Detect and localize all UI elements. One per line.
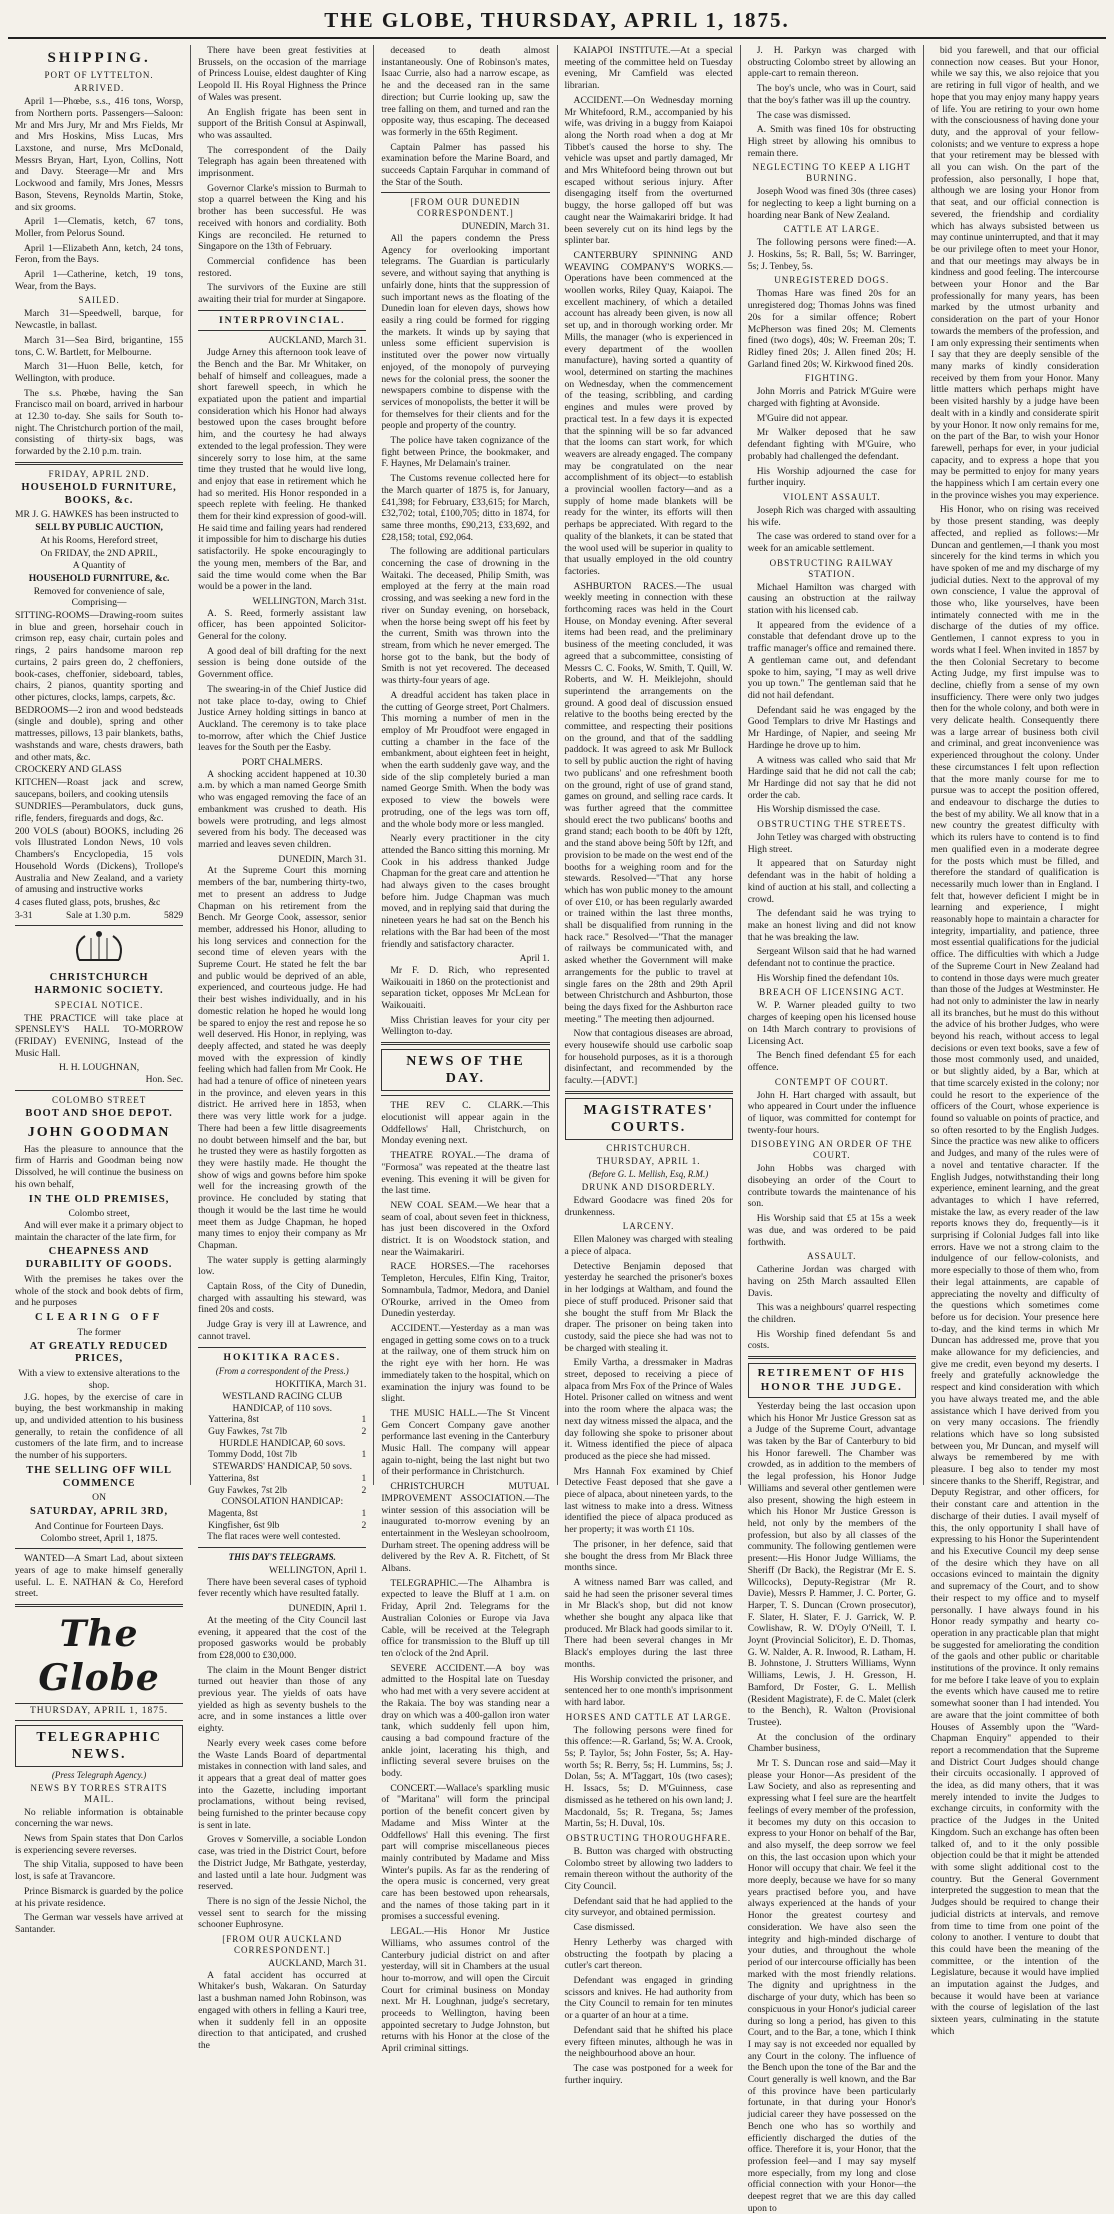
- case-paragraph: J. H. Parkyn was charged with obstructing Colombo street by allowing an apple-cart to remain thereon.: [747, 45, 916, 80]
- case-heading: VIOLENT ASSAULT.: [782, 491, 881, 502]
- case-paragraph: W. P. Warner pleaded guilty to two charges of keeping open his licensed house on 14th March contrary to provisions of Licensing Act.: [747, 1000, 916, 1047]
- race-horse: Tommy Dodd, 10st 7lb: [208, 1449, 298, 1461]
- sailed-label: SAILED.: [78, 295, 120, 306]
- case-paragraph: Mrs Hannah Fox examined by Chief Detective Feast deposed that she gave a piece of alpaca, about nineteen yards, to the last witness to make into a dress. Witness identified the piece of alpaca produced as her property; it was worth £1 10s.: [564, 1465, 733, 1536]
- news-item: [565, 250, 733, 578]
- case-paragraph: Henry Letherby was charged with obstructing the footpath by placing a cutler's cart thereon.: [564, 1936, 733, 1972]
- friday-label: FRIDAY, APRIL 2ND.: [48, 468, 150, 479]
- globe-banner: The Globe: [38, 1613, 160, 1700]
- depot-title: COLOMBO STREET: [51, 1094, 147, 1105]
- race-name: HURDLE HANDICAP, 60 sovs.: [219, 1437, 346, 1449]
- article-paragraph: The correspondent of the Daily Telegraph has again been threatened with imprisonment.: [198, 144, 367, 180]
- case-paragraph: Case dismissed.: [573, 1922, 635, 1934]
- article-paragraph: The swearing-in of the Chief Justice did not take place to-day, owing to Chief Justice Arney holding sittings in banco at Auckland. The ceremony is to take place to-morrow, after which the Chief Justice leaves for the South per the Easby.: [198, 683, 367, 754]
- hawkes-line: MR J. G. HAWKES has been instructed to: [15, 509, 179, 521]
- race-result: [198, 1485, 366, 1497]
- dunedin-source: [FROM OUR DUNEDIN CORRESPONDENT.]: [410, 197, 521, 219]
- article-paragraph: A good deal of bill drafting for the next session is being done outside of the Government office.: [198, 645, 367, 681]
- hawkes-line: SITTING-ROOMS—Drawing-room suites in blue and green, horsehair couch in crimson rep, easy chair, curtain poles and rings, 2 pairs handsome maroon rep curtains, 2 pairs green do, 2 cheffoniers, book-cases, cheffonier, sideboard, tables, chairs, 2 pianos, quantity sporting and other pictures, clocks, lamps, carpets, &c.: [15, 610, 184, 703]
- harmonic-sign: H. H. LOUGHNAN,: [58, 1062, 140, 1074]
- article-paragraph: The survivors of the Euxine are still awaiting their trial for murder at Singapore.: [198, 282, 367, 306]
- hawkes-line: A Quantity of: [72, 560, 126, 572]
- news-item: [381, 1100, 549, 1147]
- case-heading: OBSTRUCTING THE STREETS.: [757, 819, 907, 830]
- hokitika-title: HOKITIKA RACES.: [223, 1351, 341, 1363]
- dateline: April 1.: [519, 953, 550, 965]
- goodman-body2: And will ever make it a primary object to maintain the character of the late firm, for: [15, 1220, 184, 1243]
- hawkes-line: Removed for convenience of sale, Comprising—: [33, 585, 165, 609]
- hawkes-footer: [15, 910, 183, 922]
- case-paragraph: His Worship adjourned the case for further inquiry.: [747, 465, 916, 489]
- column-3: [374, 45, 557, 2055]
- article-paragraph: Captain Ross, of the City of Dunedin, charged with assaulting his steward, was fined 20s and costs.: [198, 1281, 367, 1316]
- depot-sub: BOOT AND SHOE DEPOT.: [25, 1107, 173, 1119]
- goodman-name: JOHN GOODMAN: [27, 1124, 171, 1140]
- goodman-body: Has the pleasure to announce that the firm of Harris and Goodman being now Dissolved, he will continue the business on his own behalf,: [15, 1143, 184, 1190]
- column-1: [8, 45, 191, 1935]
- case-heading: CATTLE AT LARGE.: [783, 224, 881, 235]
- news-lead: TELEGRAPHIC.: [390, 1577, 459, 1589]
- news-item: [381, 1783, 549, 1923]
- race-place: 1: [361, 1449, 367, 1461]
- article-paragraph: A fatal accident has occurred at Whitaker's bush, Wakaran. On Saturday last a bushman named John Robinson, was engaged with others in felling a Kauri tree, when it suddenly fell in an opposite direction to that anticipated, and crushed the: [198, 1969, 367, 2051]
- news-lead: CHRISTCHURCH MUTUAL IMPROVEMENT ASSOCIATION.: [381, 1481, 550, 1504]
- case-paragraph: Thomas Hare was fined 20s for an unregistered dog; Thomas Johns was fined 20s for a similar offence; Robert McPherson was fined 20s; M. Clements fined (two dogs), 40s; W. Freeman 20s; T. Ridley fined 20s; J. Allen fined 20s; H. Garland fined 20s; W. Kirkwood fined 20s.: [747, 288, 916, 370]
- interprovincial-title: INTERPROVINCIAL.: [218, 314, 346, 326]
- news-body: —The winter session of this association will be inaugurated to-morrow evening by an entertainment in the Wesleyan schoolroom, Durham street. The opening address will be delivered by the Rev A. R. Fitchett, of St Albans.: [381, 1492, 550, 1575]
- telegraphic-sub: NEWS BY TORRES STRAITS MAIL.: [30, 1782, 168, 1804]
- news-body: —A boy was admitted to the Hospital late on Tuesday who had met with a very severe accident at the Rakaia. The boy was standing near a dray on which was a 400-gallon iron water tank, which suddenly fell upon him, causing a bad compound fracture of the ankle joint, lacerating his thigh, and inflicting several severe bruises on the body.: [381, 1662, 550, 1780]
- news-body: Now that contagious diseases are abroad, every housewife should use carbolic soap for household purposes, as it is a thorough disinfectant, and recommended by the faculty.—[ADVT.]: [564, 1028, 733, 1087]
- arrived-entry: April 1—Phœbe, s.s., 416 tons, Worsp, from Northern ports. Passengers—Saloon: Mr and Mrs Jury, Mr and Mrs Fields, Mr and Mrs Hoskins, Miss Lucas, Mrs Laxstone, and nurse, Mrs McDonald, Messrs Bryan, Hart, Lyon, Collins, Nott and Davy. Steerage—Mr and Mrs Lockwood and family, Mrs Jones, Messrs Bason, Stevens, Reynolds Martin, Stoke, and six grooms.: [15, 96, 184, 213]
- race-place: 1: [361, 1507, 367, 1519]
- case-paragraph: His Worship said that £5 at 15s a week was due, and was ordered to be paid forthwith.: [747, 1213, 916, 1248]
- race-result: [198, 1414, 366, 1426]
- case-paragraph: It appeared from the evidence of a constable that defendant drove up to the traffic manager's office and remained there. A gentleman came out, and defendant spoke to him, saying, "I may as well drive you up town." The gentleman said that he did not hail defendant.: [747, 619, 916, 701]
- case-paragraph: This was a neighbours' quarrel respecting the children.: [747, 1302, 916, 1326]
- race-note: The flat races were well contested.: [207, 1531, 341, 1543]
- race-place: 2: [361, 1519, 367, 1531]
- news-lead: THEATRE ROYAL.: [390, 1150, 476, 1162]
- news-item: [381, 1578, 549, 1660]
- article-paragraph: Captain Palmer has passed his examination before the Marine Board, and succeeds Captain Farquhar in command of the Star of the South.: [381, 141, 550, 188]
- news-body: —We hear that a seam of coal, about seven feet in thickness, has just been discovered in the Oxford district. It is on Woodstock station, and near the Waimakariri.: [381, 1199, 550, 1258]
- case-paragraph: John H. Hart charged with assault, but who appeared in Court under the influence of liquor, was committed for contempt for twenty-four hours.: [747, 1089, 916, 1136]
- column-5: [741, 45, 924, 2214]
- column-6: [924, 45, 1106, 2037]
- goodman-body3: With the premises he takes over the whole of the stock and book debts of firm, and he purposes: [15, 1274, 184, 1309]
- case-heading: OBSTRUCTING THOROUGHFARE.: [566, 1833, 732, 1843]
- news-item: [381, 1323, 549, 1405]
- divider: [381, 1042, 549, 1045]
- sailed-entry: March 31—Sea Bird, brigantine, 155 tons, C. W. Bartlett, for Melbourne.: [15, 334, 184, 358]
- news-body: —Yesterday as a man was engaged in getting some cows on to a truck at the railway, one of them struck him on the right eye with her horn. He was immediately taken to the hospital, which on examination the injury was found to be slight.: [381, 1323, 550, 1405]
- case-heading: OBSTRUCTING RAILWAY STATION.: [769, 557, 894, 579]
- case-heading: FIGHTING.: [804, 373, 859, 384]
- race-result: [198, 1473, 366, 1485]
- article-paragraph: There have been great festivities at Brussels, on the occasion of the marriage of Princess Louise, eldest daughter of King Leopold II. His Royal Highness the Prince of Wales was present.: [198, 45, 367, 103]
- case-paragraph: The defendant said he was trying to make an honest living and did not know that he was breaking the law.: [747, 908, 916, 943]
- divider: [15, 1604, 183, 1607]
- news-lead: CANTERBURY SPINNING AND WEAVING COMPANY'S WORKS.: [564, 249, 733, 273]
- news-lead: LEGAL.: [390, 1926, 425, 1938]
- cheapness: CHEAPNESS AND DURABILITY OF GOODS.: [25, 1246, 173, 1271]
- arrived-entry: April 1—Catherine, ketch, 19 tons, Wear, from the Bays.: [15, 269, 184, 292]
- colombo: Colombo street,: [68, 1208, 130, 1220]
- news-lead: SEVERE ACCIDENT.: [390, 1662, 486, 1674]
- case-paragraph: His Worship dismissed the case.: [756, 804, 881, 816]
- news-item: [381, 1926, 549, 2055]
- divider: [565, 1091, 733, 1094]
- news-body: —The St Vincent Gem Concert Company gave another performance last evening in the Canterbury Music Hall. The company will appear again to-night, being the last night but two of their performance in Christchurch.: [381, 1407, 550, 1478]
- column-2: [191, 45, 374, 2051]
- former: The former: [77, 1326, 121, 1338]
- race-horse: Yatterina, 8st: [208, 1472, 259, 1484]
- telegraphic-item: The German war vessels have arrived at Santander.: [15, 1912, 184, 1935]
- magistrates-title: MAGISTRATES' COURTS.: [565, 1098, 733, 1140]
- article-paragraph: Judge Arney this afternoon took leave of the Bench and the Bar. Mr Whitaker, on behalf of himself and colleagues, made a short farewell speech, in which he expatiated upon the patient and impartial consideration which his Honor had always bestowed upon the cases brought before him, and the courtesy he had always extended to the legal profession. They were sincerely sorry to lose him, at the same time they trusted that he would live long, and enjoy that ease in retirement which he had so merited. His Honor responded in a speech replete with feeling. He thanked them for their kind expression of good-will. He said time and failing years had rendered it impossible for him to discharge his duties satisfactorily. He spoke encouragingly to the young men, members of the Bar, and said the time would come when the Bar would be a power in the land.: [198, 347, 367, 593]
- race-result: [198, 1449, 366, 1461]
- news-of-the-day-title: NEWS OF THE DAY.: [381, 1049, 549, 1091]
- mag-bench: (Before G. L. Mellish, Esq, R.M.): [588, 1168, 709, 1179]
- divider: [381, 192, 549, 193]
- case-paragraph: His Worship fined defendant 5s and costs.: [747, 1328, 916, 1352]
- article-paragraph: Mr F. D. Rich, who represented Waikouaiti in 1860 on the protectionist and separation ticket, opposes Mr McLean for Waikouaiti.: [381, 964, 550, 1012]
- article-paragraph: Commercial confidence has been restored.: [198, 255, 367, 279]
- case-paragraph: Defendant was engaged in grinding scissors and knives. He had authority from the City Council to remain for ten minutes or a quarter of an hour at a time.: [564, 1975, 733, 2022]
- case-paragraph: John Morris and Patrick M'Guire were charged with fighting at Avonside.: [747, 386, 916, 410]
- hawkes-line: At his Rooms, Hereford street,: [40, 534, 158, 546]
- news-item: [565, 45, 733, 92]
- article-paragraph: Miss Christian leaves for your city per Wellington to-day.: [381, 1014, 550, 1038]
- case-heading: UNREGISTERED DOGS.: [774, 275, 890, 286]
- case-paragraph: A witness was called who said that Mr Hardinge said that he did not call the cab; Mr Hardinge did not say that he did not order the cab.: [747, 754, 916, 801]
- continue: And Continue for Fourteen Days.: [34, 1520, 164, 1532]
- race-place: 1: [361, 1472, 367, 1484]
- news-lead: ACCIDENT.: [390, 1323, 441, 1334]
- dateline: HOKITIKA, March 31.: [275, 1379, 367, 1391]
- auckland-source: [FROM OUR AUCKLAND CORRESPONDENT.]: [222, 1934, 343, 1956]
- saturday: SATURDAY, APRIL 3RD,: [30, 1506, 169, 1518]
- case-paragraph: The case was dismissed.: [756, 109, 851, 121]
- divider: [15, 462, 183, 465]
- article-paragraph: At the conclusion of the ordinary Chamber business,: [747, 1731, 916, 1755]
- dateline: AUCKLAND, March 31.: [268, 335, 367, 347]
- news-lead: NEW COAL SEAM.: [390, 1199, 477, 1211]
- news-lead: THE REV C. CLARK.: [390, 1100, 523, 1112]
- hawkes-line: SUNDRIES—Perambulators, duck guns, rifle, fenders, fireguards and dogs, &c.: [15, 801, 184, 825]
- case-paragraph: The Bench fined defendant £5 for each offence.: [747, 1050, 916, 1073]
- divider: [198, 1547, 366, 1548]
- harmonic-body: THE PRACTICE will take place at SPENSLEY'S HALL TO-MORROW (FRIDAY) EVENING, Instead of the Music Hall.: [15, 1012, 184, 1059]
- article-paragraph: There is no sign of the Jessie Nichol, the vessel sent to search for the missing schooner Euphrosyne.: [198, 1896, 367, 1931]
- shipping-title: SHIPPING.: [47, 50, 151, 66]
- case-paragraph: Joseph Rich was charged with assaulting his wife.: [747, 504, 916, 528]
- masthead: THE GLOBE, THURSDAY, APRIL 1, 1875.: [8, 6, 1106, 39]
- port-title: PORT OF LYTTELTON.: [44, 70, 154, 81]
- retirement-title: RETIREMENT OF HIS HONOR THE JUDGE.: [748, 1363, 916, 1398]
- case-heading: LARCENY.: [622, 1221, 675, 1232]
- news-item: [381, 1150, 549, 1197]
- mag-date: THURSDAY, APRIL 1.: [596, 1156, 701, 1166]
- phoebe-note: The s.s. Phœbe, having the San Francisco mail on board, arrived in harbour at 12.30 to-day. She sails for South to-night. The Christchurch portion of the mail, consisting of thirty-six bags, was forwarded by the 2.10 p.m. train.: [15, 387, 184, 458]
- dateline: WELLINGTON, April 1.: [269, 1565, 367, 1577]
- news-lead: KAIAPOI INSTITUTE.: [573, 45, 671, 56]
- dateline: DUNEDIN, March 31.: [278, 853, 367, 865]
- hokitika-source: (From a correspondent of the Press.): [215, 1366, 349, 1377]
- hawkes-foot-right: 5829: [163, 909, 184, 921]
- case-paragraph: Sergeant Wilson said that he had warned defendant not to continue the practice.: [747, 946, 916, 970]
- case-heading: ASSAULT.: [807, 1251, 857, 1262]
- hawkes-line: KITCHEN—Roast jack and screw, saucepans, boilers, and cooking utensils: [15, 776, 184, 800]
- race-horse: Kingfisher, 6st 9lb: [208, 1519, 280, 1531]
- divider: [15, 925, 183, 926]
- divider: [15, 1548, 183, 1549]
- old-premises: IN THE OLD PREMISES,: [28, 1193, 170, 1205]
- telegraphic-item: News from Spain states that Don Carlos is experiencing severe reverses.: [15, 1833, 184, 1856]
- hawkes-foot-left: 3-31: [15, 909, 33, 921]
- case-paragraph: Ellen Maloney was charged with stealing a piece of alpaca.: [564, 1234, 733, 1257]
- article-paragraph: Nearly every practitioner in the city attended the Banco sitting this morning. Mr Cook in his address thanked Judge Chapman for the great care and attention he had always given to the cases brought before him. Judge Chapman was much moved, and in replying said that during the nineteen years he had sat on the Bench his relations with the Bar had been of the most friendly and satisfactory character.: [381, 833, 550, 950]
- race-horse: Guy Fawkes, 7st 2lb: [208, 1484, 288, 1496]
- news-item: [565, 581, 733, 1026]
- sailed-entry: March 31—Huon Belle, ketch, for Wellington, with produce.: [15, 361, 184, 384]
- race-result: [198, 1426, 366, 1438]
- case-heading: NEGLECTING TO KEEP A LIGHT BURNING.: [752, 162, 911, 184]
- case-heading: CONTEMPT OF COURT.: [774, 1076, 889, 1087]
- divider: [198, 330, 366, 331]
- news-lead: ASHBURTON RACES.: [573, 580, 677, 592]
- news-item: [381, 1663, 549, 1780]
- case-paragraph: Detective Benjamin deposed that yesterday he searched the prisoner's boxes in her lodgings at Waltham, and found the piece of stuff produced. Prisoner said that she bought the stuff from Mr Black the draper. The prisoner on being taken into custody, said the piece she had was not to be charged with stealing it.: [564, 1260, 733, 1354]
- article-paragraph: deceased to death almost instantaneously. One of Robinson's mates, Isaac Currie, also had a narrow escape, as he and the deceased ran in the same direction; but Currie looking up, saw the tree falling on them, and turned and ran the opposite way, thus escaping. The deceased was formerly in the 65th Regiment.: [381, 45, 550, 138]
- case-heading: BREACH OF LICENSING ACT.: [759, 987, 905, 998]
- telegraphic-item: Prince Bismarck is guarded by the police at his private residence.: [15, 1885, 184, 1909]
- dateline: AUCKLAND, March 31.: [268, 1958, 367, 1970]
- news-lead: RACE HORSES.: [390, 1261, 470, 1273]
- case-paragraph: John Tetley was charged with obstructing High street.: [747, 831, 916, 855]
- telegraphic-item: The ship Vitalia, supposed to have been lost, is safe at Travancore.: [15, 1859, 184, 1883]
- case-heading: DRUNK AND DISORDERLY.: [581, 1181, 716, 1192]
- race-result: [198, 1520, 366, 1532]
- news-item: [565, 1028, 733, 1087]
- race-result: [198, 1508, 366, 1520]
- hawkes-line: On FRIDAY, the 2ND APRIL,: [40, 547, 158, 559]
- article-paragraph: bid you farewell, and that our official connection now ceases. But your Honor, while we say this, we also rejoice that you are retiring in full vigor of health, and we hope that you may enjoy many happy years of life. You are retiring to your own home with the consciousness of having done your duty, and the approval of your fellow-colonists; and we venture to express a hope that your retirement may be blessed with all you can wish. On the part of the profession, also personally, I hope that, although we are losing your Honor from that seat, and our official connection is severed, the friendship and cordiality which has always subsisted between us may continue uninterrupted, and that it may be our privilege often to meet your Honor, and that our meetings may always be in kindness and good feeling. The intercourse between your Honor and the Bar professionally for many years, has been marked by the utmost urbanity and consideration on the part of your Honor towards the members of the profession, and I am only expressing their sentiments when I say that they are deeply sensible of the many marks of kindly consideration received by them from your Honor. Many little matters which perhaps might have been visited harshly by a judge have been dealt with in a kindly and considerate spirit by your Honor. It now only remains for me, on the part of the Bar, to wish your Honor farewell, perhaps for ever, in your judicial capacity, and to express a hope that you may be permitted to enjoy for many years the happiness which I am certain every one in the province wishes you may experience.: [930, 45, 1100, 501]
- telegraphic-agency: (Press Telegraph Agency.): [51, 1769, 147, 1780]
- race-horse: Yatterina, 8st: [208, 1414, 259, 1426]
- hawkes-line: 200 VOLS (about) BOOKS, including 26 vols Illustrated London News, 10 vols Chambers's Encyclopedia, 15 vols Household Words (Dickens), Trollope's Australia and New Zealand, and a variety of amusing and instructive works: [15, 825, 184, 896]
- colombo-date: Colombo street, April 1, 1875.: [40, 1532, 158, 1544]
- case-paragraph: The case was ordered to stand over for a week for an amicable settlement.: [747, 531, 916, 555]
- race-name: STEWARDS' HANDICAP, 50 sovs.: [212, 1461, 353, 1473]
- race-place: 1: [361, 1414, 367, 1426]
- race-name: WESTLAND RACING CLUB HANDICAP, of 110 sovs.: [222, 1390, 343, 1414]
- article-paragraph: The police have taken cognizance of the fight between Prince, the bookmaker, and F. Haynes, Mr Delamain's trainer.: [381, 435, 550, 470]
- race-horse: Magenta, 8st: [208, 1507, 258, 1519]
- hawkes-line: HOUSEHOLD FURNITURE, &c.: [28, 572, 170, 584]
- article-paragraph: Yesterday being the last occasion upon which his Honor Mr Justice Gresson sat as a Judge of the Supreme Court, advantage was taken by the Bar of Canterbury to bid his Honor farewell. The Chamber was crowded, as in addition to the members of the legal profession, his Honor Judge Williams and several other gentlemen were also present, showing the high esteem in which his Honor Mr Justice Gresson is held, not only by the members of the profession, but also by all classes of the community. The following gentlemen were present:—His Honor Judge Williams, the Sheriff (Dr Back), the Registrar (Mr E. S. Willcocks), Deputy-Registrar (Mr R. Davie), Messrs P. Hammer, J. C. Porter, G. Harper, T. S. Duncan (Crown prosecutor), F. Slater, H. Slater, F. J. Garrick, W. P. Cowlishaw, R. W. D'Oyly O'Neill, T. I. Joynt (Provincial Solicitor), E. D. Thomas, G. W. Nalder, A. R. Inwood, R. Latham, H. B. Johnstone, J. Strutters Williams, Wynn Williams, Lewis, J. H. Gresson, H. Bamford, Dr Foster, G. L. Mellish (Resident Magistrate), F. de C. Malet (clerk to the Bench), R. Walton (Provisional Trustee).: [747, 1400, 916, 1728]
- article-paragraph: At the meeting of the City Council last evening, it appeared that the cost of the proposed gasworks would be probably from £28,000 to £30,000.: [198, 1614, 367, 1661]
- article-paragraph: A shocking accident happened at 10.30 a.m. by which a man named George Smith who was engaged removing the face of an embankment was crushed to death. His bowels were protruding, and legs almost severed from his body. The deceased was married and leaves seven children.: [198, 768, 367, 850]
- alterations: With a view to extensive alterations to the shop.: [18, 1368, 180, 1391]
- special-notice: SPECIAL NOTICE.: [54, 999, 144, 1010]
- case-paragraph: Defendant said that he shifted his place every fifteen minutes, although he was in the neighbourhood above an hour.: [564, 2024, 733, 2060]
- news-body: —His Honor Mr Justice Williams, who assumes control of the Canterbury judicial district on and after yesterday, will sit in Chambers at the usual hour to-morrow, and will open the Circuit Court for criminal business on Monday next. Mr H. Loughnan, judge's secretary, proceeds to Wellington, having been appointed secretary to Judge Johnston, but returns with his Honor at the close of the April criminal sittings.: [381, 1926, 550, 2055]
- goodman-body4: J.G. hopes, by the exercise of care in buying, the best workmanship in making up, and undivided attention to his business generally, to retain the confidence of all customers of the late firm, and to increase the number of his supporters.: [15, 1391, 184, 1462]
- case-paragraph: B. Button was charged with obstructing Colombo street by allowing two ladders to remain thereon without the authority of the City Council.: [564, 1845, 733, 1893]
- hawkes-foot-mid: Sale at 1.30 p.m.: [66, 909, 131, 921]
- article-paragraph: Governor Clarke's mission to Burmah to stop a quarrel between the King and his brother has been successful. He was received with honors and cordiality. Both Kings are reconciled. He returned to Singapore on the 13th of February.: [198, 182, 367, 253]
- case-heading: DISOBEYING AN ORDER OF THE COURT.: [750, 1139, 913, 1161]
- globe-date: THURSDAY, APRIL 1, 1875.: [15, 1703, 183, 1721]
- news-body: —The usual weekly meeting in connection with these forthcoming races was held in the Court House, on Monday evening. After several items had been read, and the preliminary business of the meeting concluded, it was agreed that a subcommittee, consisting of Messrs C. C. Fooks, W. Smith, T. Quill, W. Roberts, and W. H. Meiklejohn, should superintend the arrangements on the ground. A good deal of discussion ensued relative to the booths being erected by the committee, and respecting their positions on the ground, and that of the saddling paddock. It was agreed to ask Mr Bullock to sell by public auction the right of having two publicans' and one refreshment booth on the ground, right of use of grand stand, games on ground, and selling race cards. It was further agreed that the committee should erect the two publicans' booths and grand stand; each booth to be 40ft by 12ft, and the stand above being 50ft by 12ft, and provision to be made on the west end of the booths for a weighing room and for the stewards. Resolved—"That any horse which has won public money to the amount of over £10, or has been regularly awarded or trained within the last three months, shall be disqualified from running in the hack race." Resolved—"That the manager of railways be communicated with, and asked whether the Government will make arrangements for the public to travel at single fares on the 28th and 29th April between Christchurch and Ashburton, those being the days fixed for the Ashburton race meeting." The meeting then adjourned.: [564, 580, 733, 1025]
- news-body: —The racehorses Templeton, Hercules, Elfin King, Traitor, Somnambula, Tadmor, Medora, and Daniel O'Rourke, arrived in the Omeo from Dunedin yesterday.: [381, 1261, 550, 1320]
- news-item: [381, 1481, 549, 1575]
- arrived-entry: April 1—Elizabeth Ann, ketch, 24 tons, Feron, from the Bays.: [15, 242, 184, 266]
- divider: [198, 1347, 366, 1348]
- case-heading: HORSES AND CATTLE AT LARGE.: [565, 1711, 732, 1722]
- case-paragraph: A witness named Barr was called, and said he had seen the prisoner several times in Mr Black's shop, but did not know whether she bought any alpaca like that produced. Mr Black had goods similar to it. There had been several changes in Mr Black's employes during the last three months.: [564, 1576, 733, 1670]
- race-place: 2: [361, 1426, 367, 1438]
- news-body: —The drama of "Formosa" was repeated at the theatre last evening. This evening it will be given for the last time.: [381, 1150, 550, 1197]
- news-item: [381, 1408, 549, 1478]
- divider: [748, 1356, 916, 1359]
- dateline: PORT CHALMERS.: [241, 757, 323, 769]
- case-paragraph: Defendant said he was engaged by the Good Templars to drive Mr Hastings and Mr Hardinge, of Napier, and seeing Mr Hardinge he drove up to him.: [747, 704, 916, 751]
- case-paragraph: M'Guire did not appear.: [756, 412, 848, 424]
- race-horse: Guy Fawkes, 7st 7lb: [208, 1426, 288, 1438]
- case-paragraph: Joseph Wood was fined 30s (three cases) for neglecting to keep a light burning on a hoarding near Bank of New Zealand.: [747, 186, 916, 221]
- article-paragraph: Groves v Somerville, a sociable London case, was tried in the District Court, before the District Judge, Mr Bathgate, yesterday, and lasted until a late hour. Judgment was reserved.: [198, 1834, 367, 1893]
- clearing: CLEARING OFF: [34, 1312, 164, 1324]
- news-body: —This elocutionist will appear again in the Oddfellows' Hall, Christchurch, on Monday evening next.: [381, 1100, 550, 1147]
- case-paragraph: Mr Walker deposed that he saw defendant fighting with M'Guire, who probably had challenged the defendant.: [747, 427, 916, 462]
- hawkes-line: 4 cases fluted glass, pots, brushes, &c: [15, 896, 161, 908]
- harmonic-lyre-icon: [15, 930, 183, 968]
- telegraphic-title: TELEGRAPHIC NEWS.: [15, 1725, 183, 1767]
- wanted-ad: WANTED—A Smart Lad, about sixteen years of age to make himself generally useful. L. E. NATHAN & Co, Hereford street.: [15, 1553, 184, 1600]
- telegraphic-item: No reliable information is obtainable concerning the war news.: [15, 1806, 184, 1830]
- dateline: DUNEDIN, April 1.: [288, 1603, 367, 1615]
- news-item: [381, 1200, 549, 1259]
- case-paragraph: His Worship fined the defendant 10s.: [756, 972, 900, 984]
- case-paragraph: A. Smith was fined 10s for obstructing High street by allowing his omnibus to remain there.: [747, 124, 916, 159]
- reduced: AT GREATLY REDUCED PRICES,: [29, 1340, 169, 1365]
- selling-off: THE SELLING OFF WILL COMMENCE: [26, 1464, 172, 1489]
- case-paragraph: The boy's uncle, who was in Court, said that the boy's father was ill up the country.: [747, 83, 916, 106]
- news-lead: THE MUSIC HALL.: [390, 1407, 478, 1419]
- case-paragraph: His Worship convicted the prisoner, and sentenced her to one month's imprisonment with hard labor.: [564, 1673, 733, 1708]
- article-paragraph: All the papers condemn the Press Agency for overlooking important telegrams. The Guardian is particularly severe, and without saying that anything is unfairly done, hints that the suppression of such important news as the floating of the Dunedin loan for eleven days, shows how easily a ring could be formed for rigging the markets. It winds up by saying that unless some efficient supervision is instituted over the power now virtually enjoyed, of the monopoly of purveying news for the colonial press, the sooner the newspapers combine to dispense with the services of monopolists, the better it will be for themselves for their clients and for the people and property of the country.: [381, 233, 550, 432]
- days-telegrams-title: THIS DAY'S TELEGRAMS.: [228, 1552, 336, 1563]
- article-paragraph: His Honor, who on rising was received by those present standing, was deeply affected, and replied as follows:—Mr Duncan and gentlemen,—I thank you most sincerely for the kind terms in which you have spoken of me and my discharge of my judicial duties. Next to the approval of my own conscience, I value the approval of those who, like yourselves, have been intimately connected with me in the discharge of the duties of my office. Gentlemen, I cannot express to you in words what I feel. When invited in 1857 by the then Colonial Secretary to become Acting Judge, my first impulse was to decline, chiefly from a sense of my own insufficiency. There were only two judges then for the whole colony, and both were in very delicate health. Consequently there was a large arrear of business both civil and criminal, and great inconvenience was experienced throughout the colony. Under these circumstances I felt upon reflection that the more manly course for me to pursue was to accept the position offered, and endeavour to discharge the duties to the best of my ability. We all know that in a new country the greatest difficulty with which its rulers have to contend is to find men qualified even in a moderate degree for the posts which must be filled, and therefore the standard of qualification is necessarily much lower than in England. I felt that, however deficient I might be in learning and experience, I might reasonably hope to maintain a character for integrity, impartiality, and patience, three most essential qualifications for the judicial office. The difficulties with which a Judge of the Supreme Court in New Zealand had to contend in those days were much greater than those of the Judges at Westminster. He had not only to administer the law in nearly all its branches, but he must do this without the advice of his brother Judges, who were beyond his reach, without access to legal decisions or even text books, save a few of those most commonly used, and unaided, or but slightly aided, by a Bar, which at that time scarcely existed in the colony; nor could he resort to the experience of the officers of the Court, whose experience is found so valuable on points of practice, and so often resorted to by the English Judges. Since the practice was new alike to officers and Judges, and many of the rules were of a novel and tentative character. If the English Judges, notwithstanding their long experience, eminent learning, and the great advantages to which I have referred, mistake the law, as every reader of the law reports knows they do, frequently—is it surprising if Colonial Judges fall into like errors. Have we not a strong claim to the indulgence of our fellow-colonists, and more especially to those of them who, from their legal attainments, are capable of appreciating the novelty and difficulty of the questions which sometimes come before us for decision. Your presence here to-day, and the kind terms in which Mr Duncan has addressed me, prove that you make allowance for my deficiencies, and give me credit, even beyond my deserts. I freely and gratefully acknowledge the respect and kind consideration with which you have always treated me, and the able assistance which I have derived from you on very many occasions. The friendly relations which have so long subsisted between you, Mr Duncan, and myself will always be remembered by me with pleasure. I beg also to tender my most sincere thanks to the Sheriff, Registrar, and Deputy Registrar, and other officers, for their constant care and attention in the discharge of their duties. I avail myself of this, the only opportunity I shall have of expressing to his Honor the Superintendent and his Executive Council my deep sense of the desire which they have on all occasions evinced to maintain the dignity and supremacy of the Court, and to show their respect to my office and to myself personally. I have always found in his Honor ready sympathy and hearty co-operation in any practicable plan that might be suggested for ameliorating the condition of the gaols and other public or charitable institutions of the province. It only remains for me before I take leave of you to explain the events which have caused me to retire somewhat sooner than I had intended. You are aware that the joint committee of both Houses of Assembly upon the "Ward-Chapman Enquiry" appended to their report a recommendation that the Supreme and District Court Judges should change their circuits occasionally. I approved of the idea, as did many others, that it was merely intended to invite the Judges to exchange circuits, in conformity with the practice of the Judges in the United Kingdom. Such an exchange has often been talked of, and to it the only possible objection could be that it might be attended with some slight additional cost to the country. But the General Government interpreted the suggestion to mean that the Judges should be required to change their judicial districts at intervals, and remove from time to time from one point of the colony to another. I venture to doubt that this could have been the meaning of the committee, or the intention of the Legislature, because it would have implied an imputation against the Judges, and because it would have been at variance with the course of legislation of the last sixteen years, culminating in the statute which: [930, 504, 1100, 2037]
- article-paragraph: At the Supreme Court this morning members of the bar, numbering thirty-two, met to present an address to Judge Chapman on his retirement from the Bench. Mr George Cook, assessor, senior member, addressed his Honor, alluding to his long services and connection for the second time of eleven years with the Supreme Court. He stated he felt the bar and public would be deprived of an able, experienced, and courteous judge. He had their best wishes individually, and in his domestic relation he hoped he would long be spared to enjoy the rest and repose he so well deserved. His Honor, in replying, was deeply affected, and stated he was deeply moved with the expression of kindly feeling which had fallen from Mr Cook. He had had a tenure of office of nineteen years in the province, and eleven years in this district. He arrived here in 1853, when there was very little work for a judge. There had been a few little disagreements no doubt between himself and the bar, but he trusted they were as hastily forgotten as they were hastily made. He thought the show of wigs and gowns before him spoke well for the increasing growth of the province. He concluded by stating that though it would be the last time he would meet them as Judge Chapman, he hoped many times to enjoy their company as Mr Chapman.: [198, 865, 367, 1251]
- article-paragraph: Mr T. S. Duncan rose and said—May it please your Honor—As president of the Law Society, and also as representing and expressing what I feel sure are the heartfelt feelings of every member of the profession, it becomes my duty on this occasion to express to your Honor on behalf of the Bar, and also myself, the deep sorrow we feel on this, the last occasion upon which your Honor will occupy that chair. We feel it the more deeply, because we have for so many years practised before you, and have always experienced at the hands of your Honor the greatest courtesy and consideration. We have also seen the integrity and high-minded discharge of your duties, and throughout the whole period of our intercourse officially has been marked with the most friendly relations. The dignity and uprightness in the discharge of your duty, which has been so conspicuous in your Honor's judicial career during so long a period, has given to this Court, and to the Bar, a tone, which I think I may say is not exceeded nor equalled by any Court in the colony. The influence of the Bench upon the tone of the Bar and the Court generally is well known, and the Bar of this province have been particularly fortunate, in that during your Honor's judicial career they have possessed on the Bench one who has so worthily and efficiently discharged the duties of the office. Therefore it is, your Honor, that the profession feel—and I may say myself more especially, from my long and close official connection with your Honor—the deepest regret that we are this day called upon to: [747, 1758, 916, 2214]
- arrived-entry: April 1—Clematis, ketch, 67 tons, Moller, from Pelorus Sound.: [15, 216, 184, 239]
- sailed-entry: March 31—Speedwell, barque, for Newcastle, in ballast.: [15, 308, 184, 332]
- divider: [198, 310, 366, 311]
- divider: [15, 1090, 183, 1091]
- on-word: ON: [92, 1492, 107, 1504]
- race-place: 2: [361, 1484, 367, 1496]
- hawkes-line: SELL BY PUBLIC AUCTION,: [35, 522, 163, 534]
- article-paragraph: Nearly every week cases come before the Waste Lands Board of departmental mistakes in connection with land sales, and it appears that a great deal of matter goes into the Gazette, including important proclamations, without being revised, being furnished to the printer because copy is sent in late.: [198, 1737, 367, 1831]
- news-lead: ACCIDENT.: [573, 94, 624, 106]
- dateline: DUNEDIN, March 31.: [461, 221, 550, 233]
- article-paragraph: Judge Gray is very ill at Lawrence, and cannot travel.: [198, 1319, 367, 1342]
- news-body: —At a special meeting of the committee held on Tuesday evening, Mr Camfield was elected librarian.: [564, 45, 733, 92]
- hawkes-line: CROCKERY AND GLASS: [15, 764, 122, 776]
- harmonic-title: CHRISTCHURCH HARMONIC SOCIETY.: [34, 972, 164, 996]
- news-body: —Wallace's sparkling music of "Maritana" will form the principal portion of the benefit concert given by Madame and Miss Winter at the Oddfellows' Hall this evening. The first part will comprise miscellaneous pieces mainly contributed by Madame and Miss Winter's pupils. As far as the rendering of the opera music is concerned, very great care has been bestowed upon rehearsals, and the names of those taking part in it promises a successful evening.: [381, 1782, 550, 1923]
- arrived-label: ARRIVED.: [73, 83, 125, 94]
- case-paragraph: It appeared that on Saturday night defendant was in the habit of holding a kind of auction at his stall, and collecting a crowd.: [747, 858, 916, 905]
- article-paragraph: A dreadful accident has taken place in the cutting of George street, Port Chalmers. This morning a number of men in the employ of Mr Proudfoot were engaged in cutting a chamber in the face of the embankment, about eighteen feet in height, when the earth suddenly gave way, and the side of the slip completely buried a man named George Smith. When the body was exposed to view the bowels were protruding, one of the legs was torn off, and the whole body more or less mangled.: [381, 689, 550, 830]
- case-paragraph: John Hobbs was charged with disobeying an order of the Court to contribute towards the maintenance of his son.: [747, 1163, 916, 1210]
- article-paragraph: There have been several cases of typhoid fever recently which have resulted fatally.: [198, 1576, 367, 1600]
- case-paragraph: Emily Vartha, a dressmaker in Madras street, deposed to receiving a piece of alpaca from Mrs Fox of the Prince of Wales Hotel. Prisoner called on witness and went into the room where the alpaca was; the next day witness missed the alpaca, and the day following she spoke to prisoner about it. Witness identified the piece of alpaca produced as the piece she had missed.: [564, 1357, 733, 1462]
- case-paragraph: The case was postponed for a week for further inquiry.: [564, 2062, 733, 2086]
- news-body: —Operations have been commenced at the woollen works, Riley Quay, Kaiapoi. The excellent machinery, of which a detailed account has already been given, is now all set up, and in thorough working order. Mr Mills, the manager (who is experienced in every department of the woollen manufacture), having sorted a quantity of wool, determined on starting the machines on Wednesday, when the commencement of the teasing, scribbling, and carding engines and mules were proved by practical test. In a few days it is expected that the spinning will be so far advanced that the looms can start work, for which weavers are already engaged. The company may be congratulated on the near accomplishment of its object—to establish a provincial woollen factory—and as a supply of home made blankets will be ready for the winter, its efforts will then perhaps be appreciated. With regard to the quality of the blankets, it can be stated that the wool used will be superior in quality to that usually employed in the old country factories.: [564, 261, 733, 577]
- harmonic-sign2: Hon. Sec.: [145, 1074, 184, 1086]
- article-paragraph: An English frigate has been sent in support of the British Consul at Aspinwall, who was assaulted.: [198, 106, 367, 141]
- news-body: —The Alhambra is expected to leave the Bluff at 1 a.m. on Friday, April 2nd. Telegrams for the Australian Colonies or Europe via Java Cable, will be received at the Telegraph office for transmission to the Bluff up till ten o'clock of the 2nd April.: [381, 1577, 550, 1659]
- hawkes-line: BEDROOMS—2 iron and wood bedsteads (single and double), spring and other mattresses, pillows, 13 pair blankets, baths, washstands and ware, chests drawers, bath and other mats, &c.: [15, 704, 184, 763]
- dateline: WELLINGTON, March 31st.: [252, 595, 367, 607]
- divider: [381, 1095, 549, 1096]
- column-4: [558, 45, 741, 2086]
- article-paragraph: The Customs revenue collected here for the March quarter of 1875 is, for January, £41,398; for February, £33,615; for March, £32,702; total, £100,705; ditto in 1874, for same three months, £90,213, £33,692, and £28,158; total, £92,064.: [381, 473, 550, 543]
- news-body: —On Wednesday morning Mr Whitefoord, R.M., accompanied by his wife, was driving in a buggy from Kaiapoi along the North road when a dog at Mr Tibbet's caused the horse to shy. The vehicle was upset and partly damaged, Mr and Mrs Whitefoord being thrown out but escaped without serious injury. After disengaging itself from the overturned buggy, the horse galloped off but was caught near the Waimakariri bridge. It had been severely cut on its hind legs by the splinter bar.: [564, 94, 733, 247]
- case-paragraph: Edward Goodacre was fined 20s for drunkenness.: [564, 1194, 733, 1218]
- case-paragraph: Defendant said that he had applied to the city surveyor, and obtained permission.: [564, 1895, 733, 1919]
- article-paragraph: The water supply is getting alarmingly low.: [198, 1254, 367, 1278]
- article-paragraph: The following are additional particulars concerning the case of drowning in the Waitaki. The deceased, Philip Smith, was employed at the ferry at the main road crossing, and was seeking a new ford in the river on Sunday evening, on horseback, when the horse being swept off his feet by the current, Smith was thrown into the stream, from which he never emerged. The horse got to the bank, but the body of Smith is not yet recovered. The deceased was thirty-four years of age.: [381, 546, 550, 687]
- article-paragraph: The claim in the Mount Benger district turned out heavier than those of any previous year. The yields of oats have yielded as high as seventy bushels to the acre, and in some instances a little over eighty.: [198, 1664, 367, 1735]
- case-paragraph: The following persons were fined:—A. J. Hoskins, 5s; R. Ball, 5s; W. Barringer, 5s; J. Tenbey, 5s.: [747, 237, 916, 272]
- news-item: [381, 1261, 549, 1320]
- article-paragraph: A. S. Reed, formerly assistant law officer, has been appointed Solicitor-General for the colony.: [198, 607, 367, 643]
- case-paragraph: The following persons were fined for this offence:—R. Garland, 5s; W. A. Crook, 5s; P. Taylor, 5s; John Foster, 5s; A. Hay-worth 5s; R. Berry, 5s; H. Lummins, 5s; J. Dolan, 5s; A. M'Taggart, 10s (two cases); H. Issacs, 5s; D. M'Guinness, case dismissed as he tethered on his own land; J. Macdonald, 5s; R. Tregana, 5s; James Martin, 5s; H. Duval, 10s.: [564, 1724, 733, 1830]
- mag-place: CHRISTCHURCH.: [606, 1143, 691, 1154]
- columns: [8, 45, 1106, 2214]
- hawkes-title: HOUSEHOLD FURNITURE, BOOKS, &c.: [21, 481, 177, 506]
- case-paragraph: Michael Hamilton was charged with causing an obstruction at the railway station with his licensed cab.: [747, 581, 916, 617]
- news-item: [565, 95, 733, 247]
- news-lead: CONCERT.: [390, 1782, 437, 1794]
- case-paragraph: The prisoner, in her defence, said that she bought the dress from Mr Black three months since.: [564, 1538, 733, 1574]
- race-name: CONSOLATION HANDICAP:: [221, 1496, 344, 1508]
- case-paragraph: Catherine Jordan was charged with having on 25th March assaulted Ellen Davis.: [747, 1264, 916, 1299]
